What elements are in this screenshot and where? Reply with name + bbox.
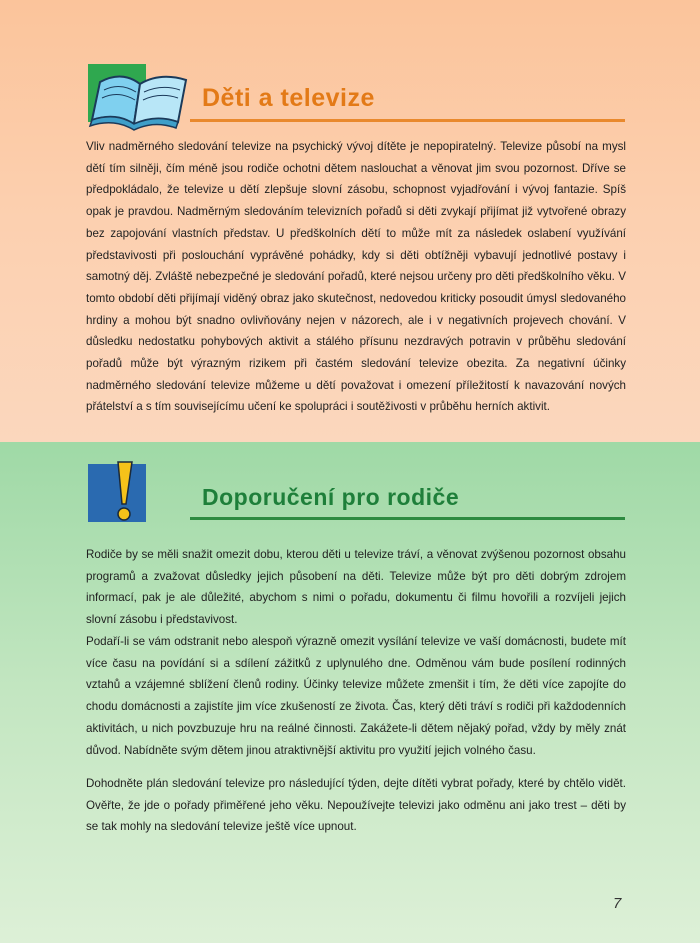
paragraph: Rodiče by se měli snažit omezit dobu, kterou děti u televize tráví, a věnovat zvýšenou pozornost obsahu programů a zvažovat důsledky jejich působení na děti. Televize může být pro děti dobrým zdrojem informací, pak je ale důležité, abychom s nimi o pořadu, dokumentu či filmu hovořili a rozvíjeli jejich slovní zásobu i představivost. (86, 548, 626, 627)
section-title-recommendations: Doporučení pro rodiče (202, 484, 460, 510)
open-book-icon (82, 62, 192, 132)
title-underline (190, 119, 625, 122)
exclamation-icon (88, 460, 158, 526)
paragraph: Podaří-li se vám odstranit nebo alespoň výrazně omezit vysílání televize ve vaší domácnosti, budete mít více času na povídání si a sdílení zážitků z uplynulého dne. Odměnou vám bude posílení rodinných vztahů a vzájemné sblížení členů rodiny. Účinky televize můžete zmenšit i tím, že děti více zapojíte do chodu domácnosti a zajistíte jim více zkušeností ze života. Čas, který děti tráví s rodiči při každodenních aktivitách, u nich povzbuzuje hru na reálné činnosti. Zakážete-li dětem nějaký pořad, vždy by měly znát důvod. Nabídněte svým dětem jinou atraktivnější aktivitu pro využití jejich volného času. (86, 635, 626, 757)
page-number: 7 (613, 895, 622, 912)
paragraph: Dohodněte plán sledování televize pro následující týden, dejte dítěti vybrat pořady, které by chtělo vidět. Ověřte, že jde o pořady přiměřené jeho věku. Nepoužívejte televizi jako odměnu ani jako trest – děti by se tak mohly na sledování televize ještě více upnout. (86, 777, 626, 834)
title-underline (190, 517, 625, 520)
section-title-children-tv: Děti a televize (202, 84, 375, 112)
section-body-text: Vliv nadměrného sledování televize na psychický vývoj dítěte je nepopiratelný. Televize působí na mysl dětí tím silněji, čím méně jsou rodiče ochotni dětem naslouchat a věnovat jim svou pozornost. Dříve se předpokládalo, že televize u dětí zlepšuje slovní zásobu, schopnost vyjadřování i vývoj fantazie. Spíš opak je pravdou. Nadměrným sledováním televizních pořadů si děti zvykají přijímat již vytvořené obrazy bez zapojování vlastních představ. U předškolních dětí to může mít za následek oslabení využívání představivosti při poslouchání vyprávěné pohádky, kdy si děti obtížněji vybavují jednotlivé postavy i samotný děj. Zvláště nebezpečné je sledování pořadů, které nejsou určeny pro děti předškolního věku. V tomto období děti přijímají viděný obraz jako skutečnost, nedovedou kriticky posoudit úmysl sledovaného hrdiny a mohou být snadno ovlivňovány nejen v názorech, ale i v negativních projevech chování. V důsledku nedostatku pohybových aktivit a stálého přísunu nezdravých potravin v průběhu sledování pořadů může být výrazným rizikem při častém sledování televize obezita. Za negativní účinky nadměrného sledování televize můžeme u dětí považovat i omezení příležitostí k navazování nových přátelství a s tím souvisejícímu učení ke spolupráci i soutěživosti v průběhu herních aktivit. (86, 140, 626, 414)
